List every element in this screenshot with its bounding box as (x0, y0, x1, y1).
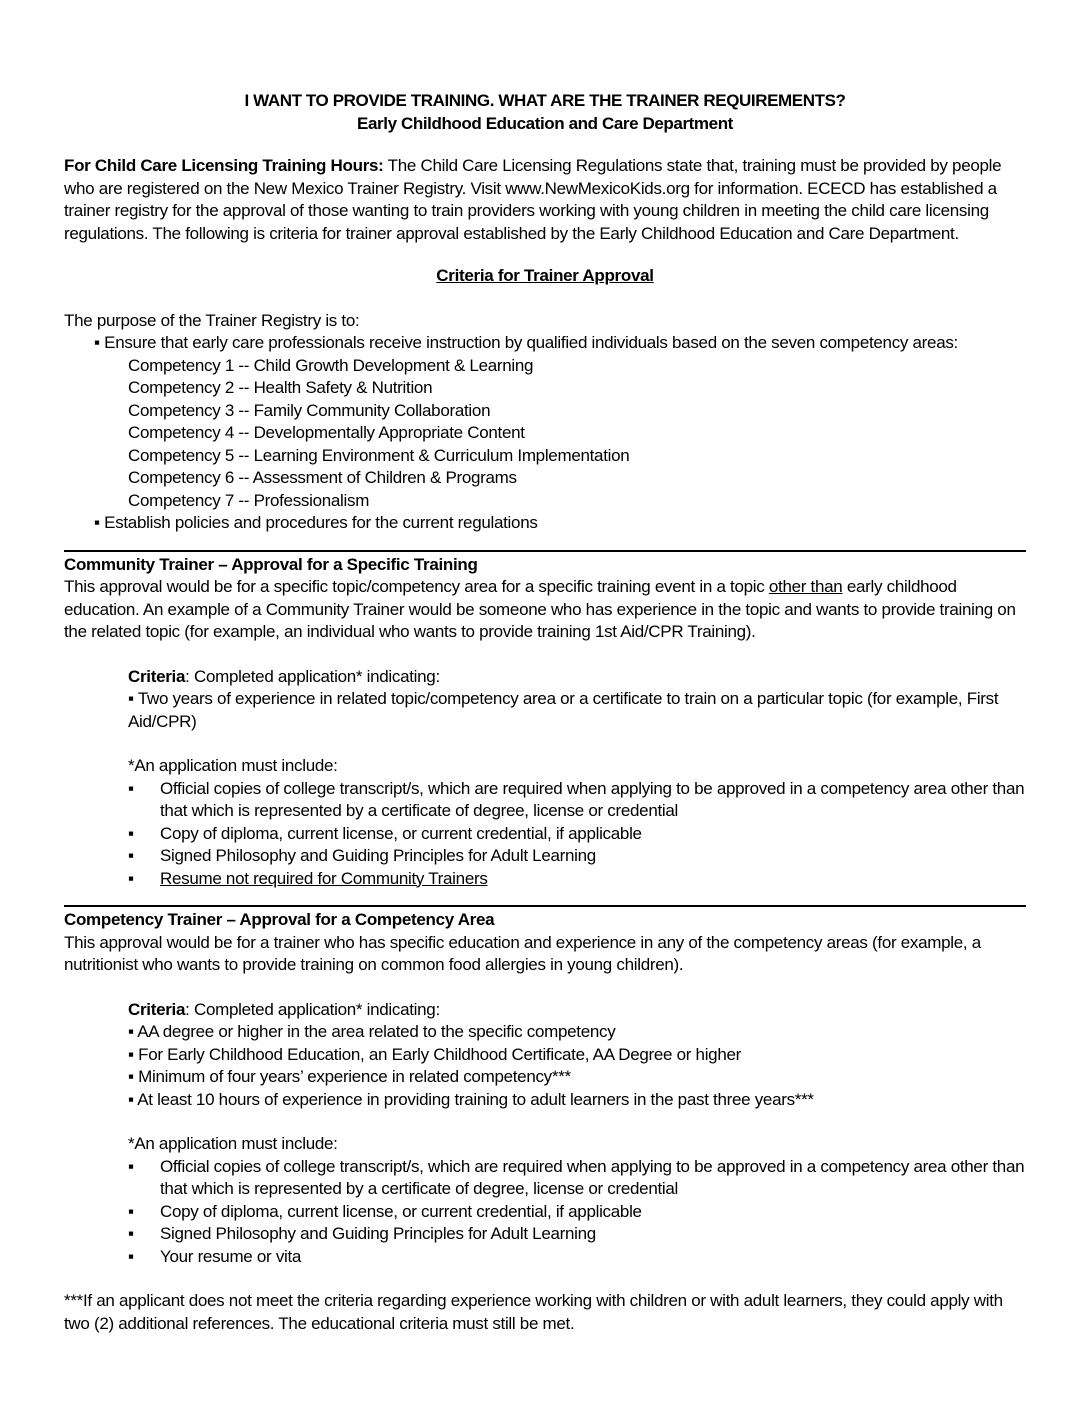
purpose-bullet-2: ▪ Establish policies and procedures for the current regulations (94, 513, 538, 532)
application-item (64, 823, 1026, 846)
competency-item: Competency 7 -- Professionalism (128, 490, 370, 510)
competency-item: Competency 3 -- Family Community Collaboration (128, 400, 491, 420)
competency-criteria-item: ▪ At least 10 hours of experience in providing training to adult learners in the past three years*** (128, 1089, 814, 1109)
application-item (64, 778, 1026, 823)
competency-item: Competency 4 -- Developmentally Appropriate Content (128, 423, 525, 442)
competency-application-intro: *An application must include: (128, 1134, 338, 1153)
competency-trainer-title: Competency Trainer – Approval for a Competency Area (64, 910, 495, 929)
purpose-intro: The purpose of the Trainer Registry is to: (64, 310, 360, 330)
application-item-text: Copy of diploma, current license, or current credential, if applicable (160, 823, 642, 843)
community-criteria-line (64, 666, 1026, 689)
section-divider (64, 905, 1026, 907)
community-desc-part: This approval would be for a specific topic/competency area for a specific training event in a topic (64, 577, 769, 596)
application-item (64, 1223, 1026, 1246)
intro-text: The Child Care Licensing Regulations state that, training must be provided by people who are registered on the New Mexico Trainer Registry. Visit www.NewMexicoKids.org for information. ECECD has established a trainer registry for the approval of those wanting to train providers working with young children in meeting the child care licensing regulations. The following is criteria for trainer approval established by the Early Childhood Education and Care Department. (64, 156, 1002, 243)
competency-criteria-item: ▪ Minimum of four years’ experience in related competency*** (128, 1067, 571, 1086)
competency-trainer-description: This approval would be for a trainer who has specific education and experience in any of the competency areas (for example, a nutritionist who wants to provide training on common food allergies in young children). (64, 932, 981, 974)
bullet-marker: ▪ (128, 1201, 134, 1221)
competency-item: Competency 6 -- Assessment of Children & Programs (128, 468, 517, 487)
competency-criteria-item: ▪ AA degree or higher in the area related to the specific competency (128, 1022, 616, 1041)
application-item-text: Signed Philosophy and Guiding Principles for Adult Learning (160, 846, 596, 865)
community-trainer-description (64, 576, 1026, 644)
criteria-text: : Completed application* indicating: (185, 999, 440, 1019)
criteria-heading: Criteria for Trainer Approval (436, 266, 654, 285)
competency-criteria-item: ▪ For Early Childhood Education, an Early Childhood Certificate, AA Degree or higher (128, 1044, 742, 1064)
application-item-text: Copy of diploma, current license, or current credential, if applicable (160, 1201, 642, 1221)
application-item-text: Your resume or vita (160, 1246, 302, 1266)
intro-bold-lead: For Child Care Licensing Training Hours: (64, 156, 384, 175)
application-item (64, 1156, 1026, 1201)
community-application-intro: *An application must include: (128, 756, 338, 775)
application-item (64, 868, 1026, 891)
application-item (64, 1246, 1026, 1269)
competency-item: Competency 1 -- Child Growth Development & Learning (128, 355, 534, 375)
footnote: ***If an applicant does not meet the criteria regarding experience working with children or with adult learners, they could apply with two (2) additional references. The educational criteria must still be met. (64, 1291, 1003, 1333)
competency-criteria-line (64, 999, 1026, 1022)
competency-item: Competency 2 -- Health Safety & Nutrition (128, 378, 433, 397)
document-page (64, 90, 1026, 1335)
bullet-marker: ▪ (128, 846, 134, 865)
bullet-marker: ▪ (128, 1246, 134, 1266)
page-subtitle: Early Childhood Education and Care Department (357, 113, 733, 133)
community-desc-part: early childhood education. An example of a Community Trainer would be someone who has experience in the topic and wants to provide training on the related topic (for example, an individual who wants to provide training 1st Aid/CPR Training). (64, 577, 1016, 641)
criteria-text: : Completed application* indicating: (185, 666, 440, 686)
bullet-marker: ▪ (128, 868, 134, 888)
bullet-marker: ▪ (128, 778, 134, 798)
community-criteria-item: ▪ Two years of experience in related topic/competency area or a certificate to train on a particular topic (for example, First Aid/CPR) (128, 689, 999, 731)
application-item-text: Official copies of college transcript/s, which are required when applying to be approved in a competency area other than that which is represented by a certificate of degree, license or credential (160, 1156, 1025, 1198)
application-item (64, 845, 1026, 868)
community-desc-underlined: other than (768, 577, 843, 596)
bullet-marker: ▪ (128, 823, 134, 843)
application-item-text: Official copies of college transcript/s, which are required when applying to be approved in a competency area other than that which is represented by a certificate of degree, license or credential (160, 778, 1025, 820)
intro-paragraph (64, 155, 1026, 245)
purpose-bullet-1: ▪ Ensure that early care professionals receive instruction by qualified individuals based on the seven competency areas: (94, 333, 958, 352)
application-item (64, 1201, 1026, 1224)
criteria-label: Criteria (128, 666, 186, 686)
community-trainer-title: Community Trainer – Approval for a Specific Training (64, 554, 478, 574)
criteria-label: Criteria (128, 999, 186, 1019)
competency-item: Competency 5 -- Learning Environment & Curriculum Implementation (128, 445, 630, 465)
application-item-text: Signed Philosophy and Guiding Principles for Adult Learning (160, 1224, 596, 1243)
page-title: I WANT TO PROVIDE TRAINING. WHAT ARE THE TRAINER REQUIREMENTS? (244, 91, 846, 110)
application-item-text: Resume not required for Community Trainers (160, 868, 488, 888)
section-divider (64, 550, 1026, 552)
bullet-marker: ▪ (128, 1224, 134, 1243)
bullet-marker: ▪ (128, 1156, 134, 1176)
